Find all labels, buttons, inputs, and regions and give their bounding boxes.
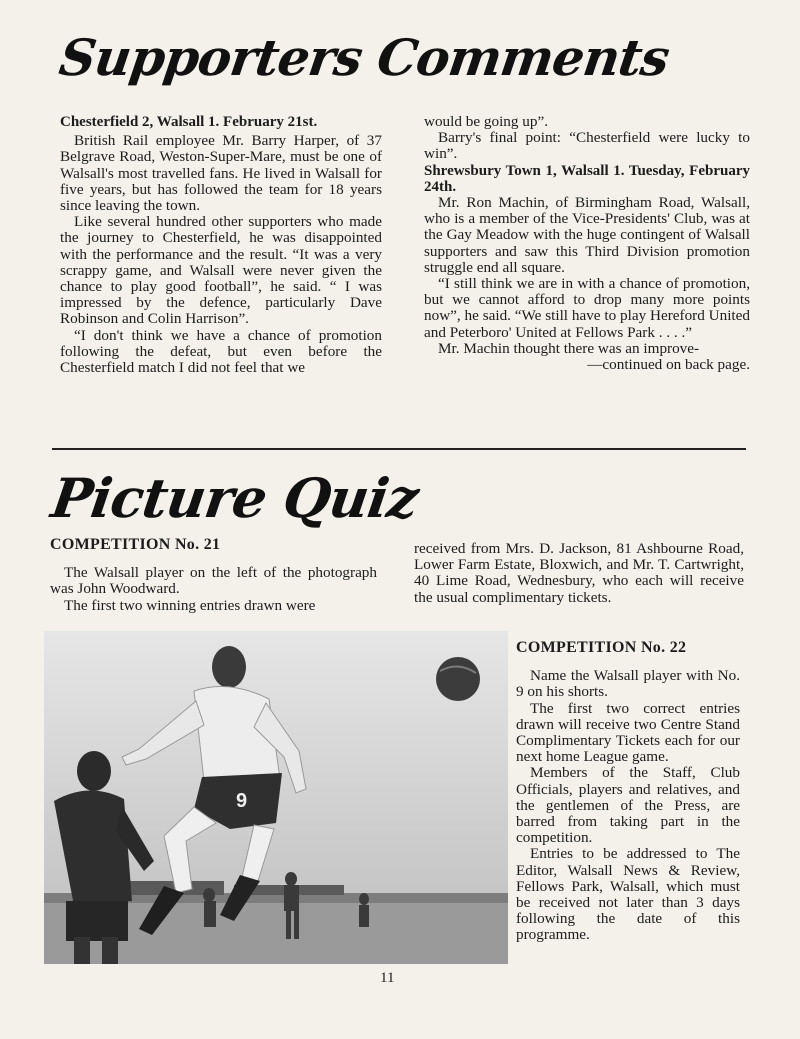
promotion-paragraph: “I don't think we have a chance of promotion following the defeat, but even before the Chesterfield match I did not feel that we: [60, 326, 382, 377]
quiz-column-right-top: [414, 541, 744, 606]
harper-paragraph: British Rail employee Mr. Barry Harper, of 37 Belgrave Road, Weston-Super-Mare, must be one of Walsall's most travelled fans. He lived in Walsall for five years, but has followed the team for 18 years since leaving the town.: [60, 132, 382, 215]
chesterfield-subhead: Chesterfield 2, Walsall 1. February 21st.: [60, 114, 318, 130]
quiz-column-left: [50, 537, 377, 614]
continued-note: —continued on back page.: [587, 356, 750, 374]
section-divider: [52, 448, 746, 450]
shrewsbury-subhead: Shrewsbury Town 1, Walsall 1. Tuesday, February 24th.: [424, 162, 750, 195]
picture-quiz-heading: Picture Quiz: [47, 466, 422, 530]
football-photo: [44, 631, 508, 964]
chesterfield-paragraph: Like several hundred other supporters who made the journey to Chesterfield, he was disappointed with the performance and the result. “It was a very scrappy game, and Walsall were never given the chance to play good football”, he said. “ I was impressed by the defence, particularly Dave Robinson and Colin Harrison”.: [60, 213, 382, 328]
machin-improve-paragraph: Mr. Machin thought there was an improve-: [438, 339, 700, 357]
promotion-paragraph-cont: would be going up”.: [424, 113, 549, 130]
competition-22-prize: The first two correct entries drawn will receive two Centre Stand Complimentary Tickets each for our next home League game.: [516, 699, 740, 766]
competition-22-address: Entries to be addressed to The Editor, Walsall News & Review, Fellows Park, Walsall, which must be received not later than 3 days following the date of this programme.: [516, 845, 740, 944]
page-number: 11: [380, 970, 395, 986]
competition-22-question: Name the Walsall player with No. 9 on his shorts.: [516, 667, 740, 701]
supporters-column-right: [424, 114, 750, 373]
competition-21-title: COMPETITION No. 21: [50, 536, 221, 553]
barry-final-paragraph: Barry's final point: “Chesterfield were lucky to win”.: [424, 129, 750, 163]
machin-paragraph: Mr. Ron Machin, of Birmingham Road, Walsall, who is a member of the Vice-Presidents' Club, was at the Gay Meadow with the huge contingent of Walsall supporters and saw this Third Division promotion struggle end all square.: [424, 194, 750, 276]
competition-21-answer: The Walsall player on the left of the photograph was John Woodward.: [50, 564, 377, 598]
quiz-column-right-bottom: [516, 640, 740, 944]
competition-22-rules: Members of the Staff, Club Officials, players and relatives, and the gentlemen of the Press, are barred from taking part in the competition.: [516, 764, 740, 847]
competition-21-winners: received from Mrs. D. Jackson, 81 Ashbourne Road, Lower Farm Estate, Bloxwich, and Mr. T. Cartwright, 40 Lime Road, Wednesbury, who each will receive the usual complimentary tickets.: [414, 540, 744, 606]
supporters-comments-heading: Supporters Comments: [55, 28, 673, 87]
competition-21-winners-intro: The first two winning entries drawn were: [64, 596, 316, 614]
supporters-column-left: [60, 114, 382, 376]
competition-22-title: COMPETITION No. 22: [516, 639, 687, 656]
shorts-number: 9: [236, 790, 248, 812]
machin-quote-paragraph: “I still think we are in with a chance of promotion, but we cannot afford to drop many more points now”, he said. “We still have to play Hereford United and Peterboro' United at Fellows Park . . . .”: [424, 275, 750, 341]
football-photo-image: [44, 631, 508, 964]
